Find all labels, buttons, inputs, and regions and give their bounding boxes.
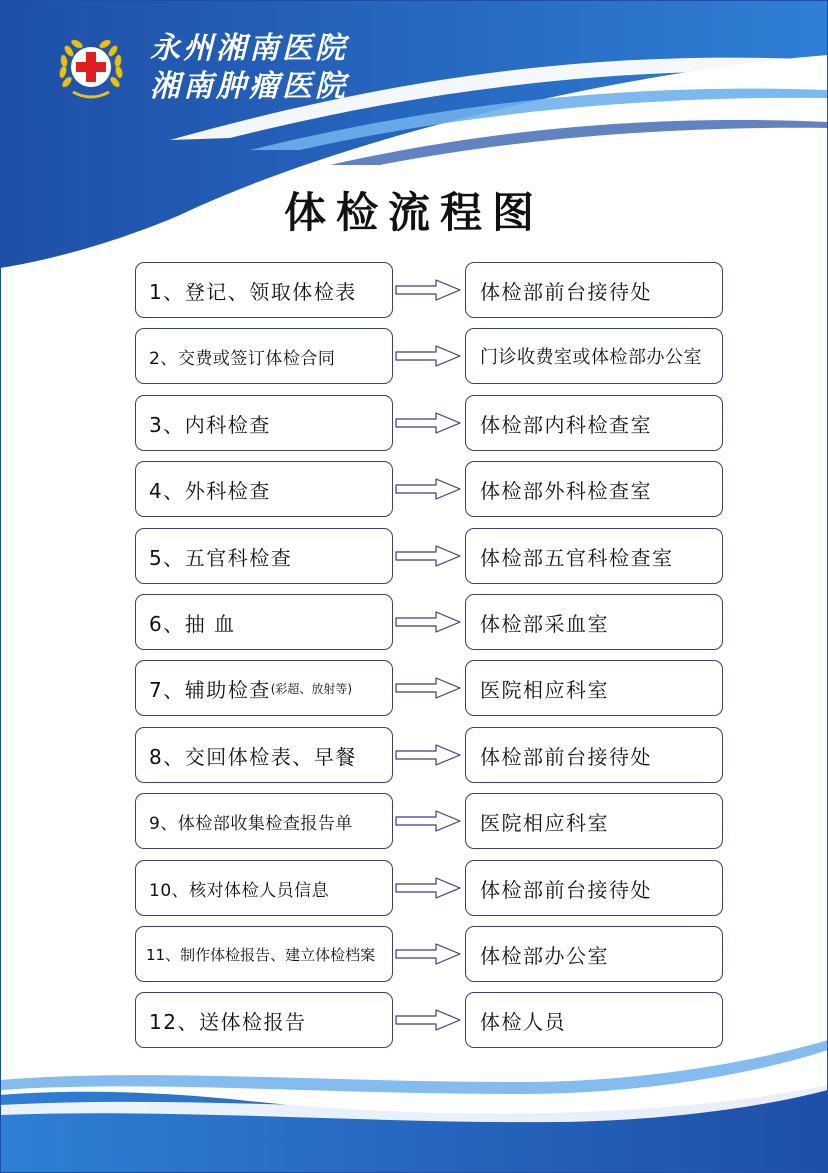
arrow-right-icon	[394, 544, 464, 568]
destination-box-2	[465, 328, 723, 384]
destination-label: 体检部内科检查室	[480, 412, 652, 437]
destination-box-5	[465, 528, 723, 584]
hospital-name-2: 湘南肿瘤医院	[150, 69, 348, 104]
destination-box-7	[465, 660, 723, 716]
step-box-4	[135, 461, 393, 517]
destination-box-11	[465, 926, 723, 982]
arrow-right-icon	[394, 809, 464, 833]
step-label: 2、交费或签订体检合同	[149, 348, 336, 369]
destination-label: 体检人员	[480, 1009, 566, 1034]
step-box-8	[135, 727, 393, 783]
destination-label: 体检部前台接待处	[480, 279, 652, 304]
step-box-12	[135, 992, 393, 1048]
step-label: 3、内科检查	[149, 412, 271, 437]
arrow-right-icon	[394, 743, 464, 767]
destination-label: 医院相应科室	[480, 677, 609, 702]
step-box-7	[135, 660, 393, 716]
destination-box-12	[465, 992, 723, 1048]
hospital-name-1: 永州湘南医院	[150, 31, 348, 66]
destination-label: 体检部前台接待处	[480, 744, 652, 769]
arrow-right-icon	[394, 477, 464, 501]
step-box-5	[135, 528, 393, 584]
destination-label: 体检部采血室	[480, 611, 609, 636]
step-label: 1、登记、领取体检表	[149, 279, 357, 304]
arrow-right-icon	[394, 610, 464, 634]
destination-box-6	[465, 594, 723, 650]
page-title: 体检流程图	[283, 188, 544, 237]
arrow-right-icon	[394, 411, 464, 435]
arrow-right-icon	[394, 344, 464, 368]
arrow-right-icon	[394, 876, 464, 900]
destination-box-8	[465, 727, 723, 783]
step-note: (彩超、放射等)	[270, 681, 353, 696]
arrow-right-icon	[394, 278, 464, 302]
destination-label: 体检部前台接待处	[480, 877, 652, 902]
step-label: 4、外科检查	[149, 478, 271, 503]
step-label: 5、五官科检查	[149, 545, 293, 570]
destination-label: 体检部五官科检查室	[480, 545, 674, 570]
step-label: 10、核对体检人员信息	[149, 880, 330, 901]
step-box-3	[135, 395, 393, 451]
step-box-2	[135, 328, 393, 384]
step-label: 8、交回体检表、早餐	[149, 744, 357, 769]
destination-label: 体检部外科检查室	[480, 478, 652, 503]
arrow-right-icon	[394, 942, 464, 966]
step-label: 7、辅助检查	[149, 677, 271, 702]
arrow-right-icon	[394, 676, 464, 700]
destination-box-9	[465, 793, 723, 849]
destination-box-3	[465, 395, 723, 451]
step-label: 12、送体检报告	[149, 1009, 307, 1034]
step-box-1	[135, 262, 393, 318]
destination-label: 体检部办公室	[480, 943, 609, 968]
step-box-9	[135, 793, 393, 849]
step-label: 9、体检部收集检查报告单	[149, 813, 353, 834]
destination-label: 医院相应科室	[480, 810, 609, 835]
destination-box-1	[465, 262, 723, 318]
step-label: 6、抽 血	[149, 611, 236, 636]
destination-box-4	[465, 461, 723, 517]
step-box-11	[135, 926, 393, 982]
arrow-right-icon	[394, 1008, 464, 1032]
destination-box-10	[465, 860, 723, 916]
step-box-6	[135, 594, 393, 650]
step-label: 11、制作体检报告、建立体检档案	[146, 945, 376, 964]
step-box-10	[135, 860, 393, 916]
destination-label: 门诊收费室或体检部办公室	[480, 347, 702, 368]
